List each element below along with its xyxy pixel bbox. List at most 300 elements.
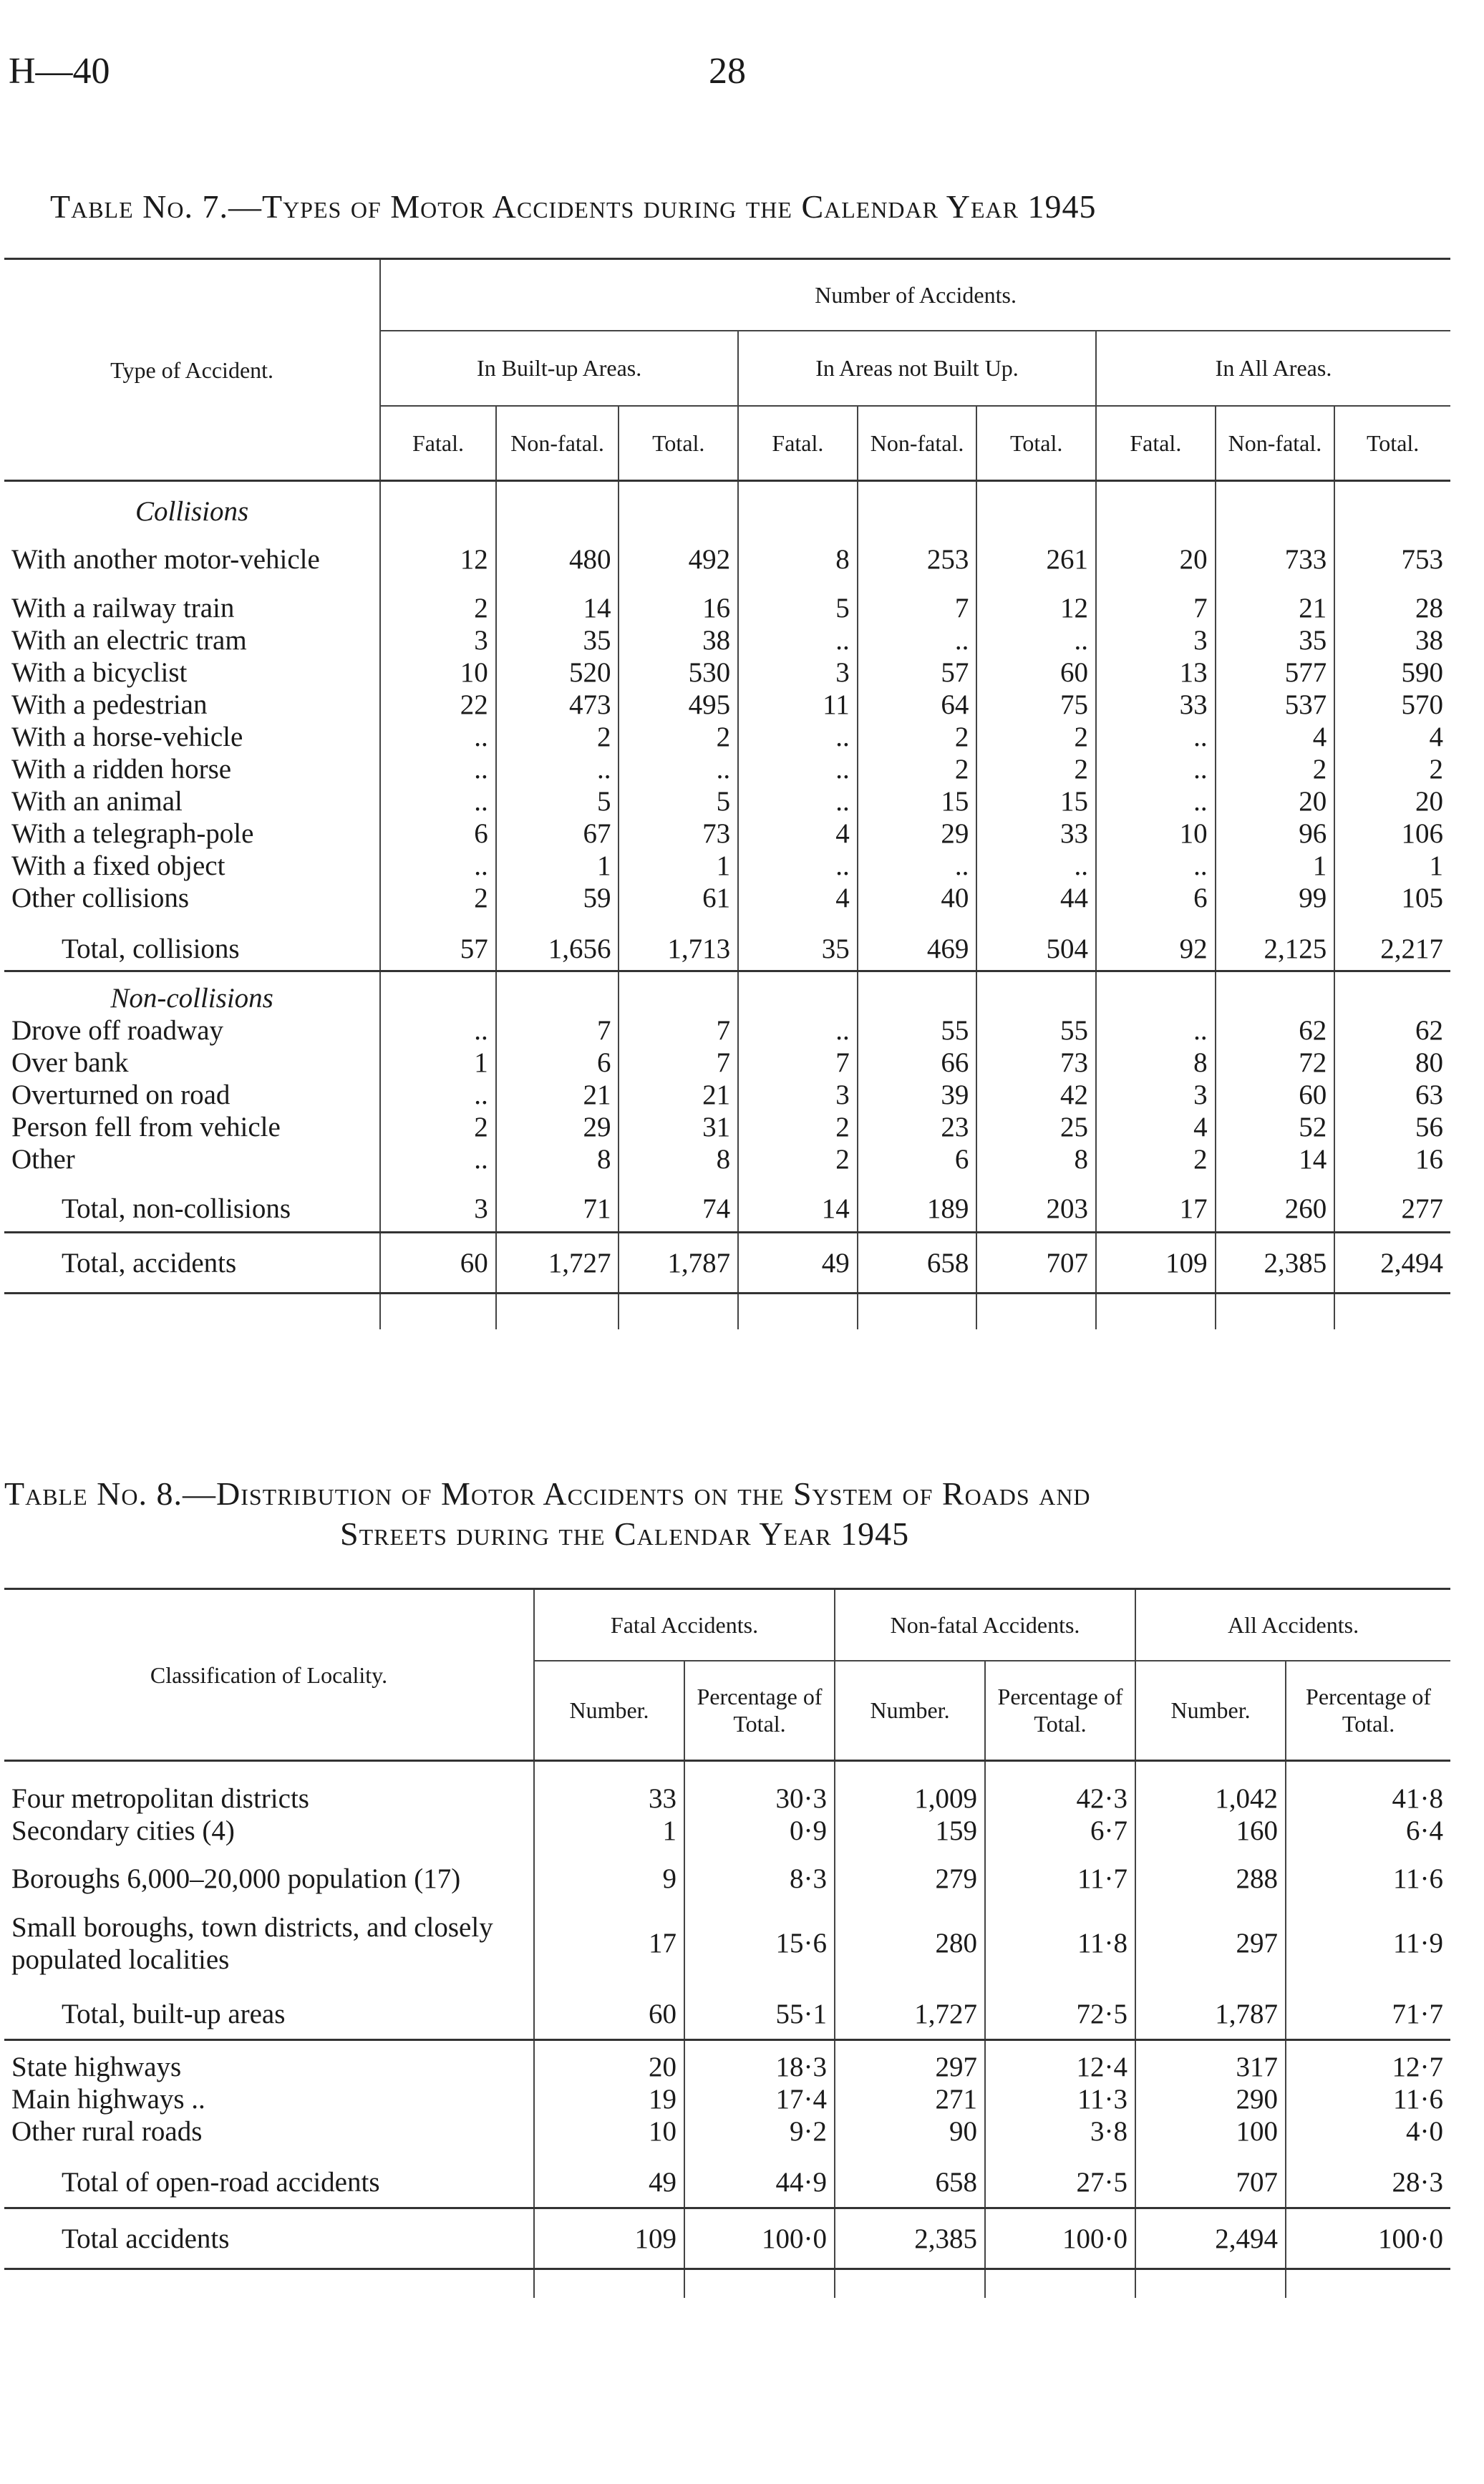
cell-value: 6 [380, 818, 496, 850]
cell-value: 261 [976, 528, 1096, 592]
row-label: With a fixed object [11, 850, 225, 881]
cell-value: 15 [976, 785, 1096, 818]
spacer-cell [684, 2269, 835, 2298]
cell-value: 2 [738, 1111, 858, 1143]
cell-value: 8 [1096, 1047, 1216, 1079]
section-row [4, 982, 1450, 1014]
cell-value: 2 [380, 882, 496, 914]
cell-value: 33 [976, 818, 1096, 850]
table-row [4, 1911, 1450, 1976]
cell-value: 14 [738, 1186, 858, 1233]
table8-title-line2: Streets during the Calendar Year 1945 [340, 1515, 910, 1552]
cell-value: 4 [1334, 721, 1450, 753]
cell-value: 10 [1096, 818, 1216, 850]
cell-value: .. [738, 721, 858, 753]
cell-value: 60 [534, 1990, 684, 2040]
cell-value: 109 [534, 2208, 684, 2269]
spacer-cell [1286, 1976, 1450, 1990]
spacer-cell [4, 971, 380, 982]
cell-value: 4 [1216, 721, 1335, 753]
table-row [4, 528, 1450, 592]
table-row [4, 1815, 1450, 1847]
section-heading: Non-collisions [110, 982, 273, 1014]
row-label: With a railway train [11, 592, 235, 624]
cell-value: 6 [1096, 882, 1216, 914]
spacer-row [4, 1175, 1450, 1186]
cell-value: .. [380, 850, 496, 882]
cell-value: 8·3 [684, 1847, 835, 1911]
spacer-cell [1286, 2269, 1450, 2298]
cell-value: .. [619, 753, 738, 785]
cell-value: 66 [858, 1047, 977, 1079]
cell-value: 1 [534, 1815, 684, 1847]
cell-value: 7 [738, 1047, 858, 1079]
cell-value: 277 [1334, 1186, 1450, 1233]
table-row [4, 753, 1450, 785]
row-label: Other rural roads [11, 2115, 203, 2147]
cell-value: 20 [1096, 528, 1216, 592]
cell-value: 6 [496, 1047, 619, 1079]
table8 [4, 1588, 1450, 2298]
t7-sub-total: Total. [976, 406, 1096, 481]
t8-sub-percentage: Percentage of Total. [684, 1661, 835, 1761]
cell-value: 658 [835, 2158, 985, 2208]
cell-value: 6·7 [985, 1815, 1135, 1847]
table-row [4, 1233, 1450, 1294]
cell-value: 577 [1216, 656, 1335, 689]
cell-value: 12 [976, 592, 1096, 624]
spacer-cell [1135, 1761, 1286, 1782]
spacer-cell [380, 495, 496, 528]
spacer-cell [1135, 2040, 1286, 2051]
cell-value: 20 [1334, 785, 1450, 818]
spacer-cell [858, 495, 977, 528]
table-row [4, 2115, 1450, 2148]
spacer-cell [1096, 1294, 1216, 1329]
t7-sub-fatal: Fatal. [380, 406, 496, 481]
cell-value: 100·0 [985, 2208, 1135, 2269]
spacer-cell [619, 1175, 738, 1186]
cell-value: 2 [738, 1143, 858, 1175]
cell-value: 35 [496, 624, 619, 656]
cell-value: 469 [858, 928, 977, 971]
spacer-cell [858, 982, 977, 1014]
spacer-cell [738, 982, 858, 1014]
cell-value: 55 [858, 1014, 977, 1047]
cell-value: 14 [1216, 1143, 1335, 1175]
cell-value: 570 [1334, 689, 1450, 721]
spacer-cell [1096, 982, 1216, 1014]
spacer-cell [858, 971, 977, 982]
cell-value: 57 [858, 656, 977, 689]
cell-value: 27·5 [985, 2158, 1135, 2208]
cell-value: .. [738, 753, 858, 785]
cell-value: 1 [1216, 850, 1335, 882]
cell-value: 537 [1216, 689, 1335, 721]
table-row [4, 882, 1450, 914]
spacer-cell [1334, 1294, 1450, 1329]
cell-value: 5 [619, 785, 738, 818]
cell-value: 4·0 [1286, 2115, 1450, 2148]
cell-value: 13 [1096, 656, 1216, 689]
cell-value: 73 [619, 818, 738, 850]
table-row [4, 624, 1450, 656]
cell-value: 2,494 [1334, 1233, 1450, 1294]
cell-value: .. [1096, 721, 1216, 753]
cell-value: 29 [858, 818, 977, 850]
cell-value: .. [738, 785, 858, 818]
spacer-cell [684, 1976, 835, 1990]
cell-value: 18·3 [684, 2051, 835, 2083]
cell-value: 57 [380, 928, 496, 971]
spacer-cell [534, 2040, 684, 2051]
spacer-cell [1334, 982, 1450, 1014]
t8-sub-number: Number. [534, 1661, 684, 1761]
table-row [4, 1014, 1450, 1047]
cell-value: 504 [976, 928, 1096, 971]
spacer-cell [976, 914, 1096, 928]
spacer-cell [496, 1294, 619, 1329]
cell-value: 16 [619, 592, 738, 624]
row-label: Total of open-road accidents [4, 2158, 534, 2208]
spacer-cell [1096, 914, 1216, 928]
cell-value: 2 [1216, 753, 1335, 785]
cell-value: 1,787 [619, 1233, 738, 1294]
spacer-cell [684, 1761, 835, 1782]
cell-value: 21 [496, 1079, 619, 1111]
cell-value: 3 [738, 1079, 858, 1111]
cell-value: 4 [738, 818, 858, 850]
table-row [4, 1990, 1450, 2040]
spacer-cell [496, 971, 619, 982]
cell-value: 3 [738, 656, 858, 689]
spacer-cell [738, 1294, 858, 1329]
cell-value: 5 [738, 592, 858, 624]
cell-value: 105 [1334, 882, 1450, 914]
t7-sub-total: Total. [1334, 406, 1450, 481]
spacer-cell [976, 495, 1096, 528]
spacer-cell [738, 914, 858, 928]
spacer-cell [1334, 495, 1450, 528]
cell-value: 2 [976, 721, 1096, 753]
cell-value: 92 [1096, 928, 1216, 971]
table-row [4, 1186, 1450, 1233]
cell-value: 55·1 [684, 1990, 835, 2040]
cell-value: 260 [1216, 1186, 1335, 1233]
cell-value: 8 [976, 1143, 1096, 1175]
spacer-cell [835, 2148, 985, 2158]
cell-value: 44·9 [684, 2158, 835, 2208]
cell-value: 20 [1216, 785, 1335, 818]
cell-value: 30·3 [684, 1782, 835, 1815]
cell-value: .. [380, 1143, 496, 1175]
spacer-cell [1216, 914, 1335, 928]
row-label: State highways [11, 2051, 182, 2082]
row-label: Overturned on road [11, 1079, 231, 1110]
cell-value: 2,385 [835, 2208, 985, 2269]
spacer-cell [1216, 971, 1335, 982]
spacer-cell [1216, 481, 1335, 495]
t8-sub-number: Number. [835, 1661, 985, 1761]
cell-value: 2 [858, 753, 977, 785]
cell-value: 1,713 [619, 928, 738, 971]
table-row [4, 721, 1450, 753]
spacer-cell [619, 1294, 738, 1329]
spacer-cell [496, 1175, 619, 1186]
table-row [4, 1111, 1450, 1143]
cell-value: 159 [835, 1815, 985, 1847]
cell-value: 253 [858, 528, 977, 592]
spacer-cell [4, 2040, 534, 2051]
t7-sub-fatal: Fatal. [738, 406, 858, 481]
t8-sub-percentage: Percentage of Total. [985, 1661, 1135, 1761]
cell-value: 90 [835, 2115, 985, 2148]
cell-value: 279 [835, 1847, 985, 1911]
table-row [4, 1782, 1450, 1815]
t7-type-header: Type of Accident. [110, 356, 274, 383]
cell-value: .. [976, 850, 1096, 882]
t7-sub-nonfatal: Non-fatal. [858, 406, 977, 481]
spacer-cell [4, 1175, 380, 1186]
cell-value: 60 [976, 656, 1096, 689]
cell-value: 6·4 [1286, 1815, 1450, 1847]
spacer-cell [380, 481, 496, 495]
row-label: With a horse-vehicle [11, 721, 243, 752]
spacer-row [4, 914, 1450, 928]
row-label: With a ridden horse [11, 753, 232, 785]
t8-sub-percentage: Percentage of Total. [1286, 1661, 1450, 1761]
cell-value: 42·3 [985, 1782, 1135, 1815]
spacer-cell [4, 1294, 380, 1329]
cell-value: .. [380, 785, 496, 818]
cell-value: 707 [976, 1233, 1096, 1294]
cell-value: 23 [858, 1111, 977, 1143]
page-code: H—40 [9, 51, 110, 92]
cell-value: 71 [496, 1186, 619, 1233]
t8-sub-number: Number. [1135, 1661, 1286, 1761]
t7-number-header: Number of Accidents. [380, 259, 1450, 331]
cell-value: 17·4 [684, 2083, 835, 2115]
table-row [4, 1079, 1450, 1111]
spacer-cell [496, 914, 619, 928]
table-row [4, 2083, 1450, 2115]
row-label: Other collisions [11, 882, 190, 913]
row-label: Total, accidents [62, 1247, 237, 1279]
cell-value: 2 [496, 721, 619, 753]
cell-value: 71·7 [1286, 1990, 1450, 2040]
cell-value: 75 [976, 689, 1096, 721]
spacer-cell [835, 2269, 985, 2298]
cell-value: 25 [976, 1111, 1096, 1143]
spacer-cell [1135, 2269, 1286, 2298]
table-bottom-rule [4, 2269, 1450, 2298]
spacer-cell [1135, 1976, 1286, 1990]
cell-value: 530 [619, 656, 738, 689]
t8-group-all: All Accidents. [1135, 1589, 1450, 1661]
cell-value: .. [858, 850, 977, 882]
cell-value: 17 [1096, 1186, 1216, 1233]
cell-value: 42 [976, 1079, 1096, 1111]
cell-value: 7 [858, 592, 977, 624]
row-label: Total, non-collisions [4, 1186, 380, 1233]
cell-value: 733 [1216, 528, 1335, 592]
cell-value: 2 [1096, 1143, 1216, 1175]
cell-value: 189 [858, 1186, 977, 1233]
table7 [4, 258, 1450, 1329]
cell-value: 1,727 [835, 1990, 985, 2040]
cell-value: .. [1096, 785, 1216, 818]
spacer-cell [380, 982, 496, 1014]
row-label: Secondary cities (4) [11, 1815, 235, 1846]
cell-value: 52 [1216, 1111, 1335, 1143]
cell-value: 49 [534, 2158, 684, 2208]
spacer-cell [1334, 1175, 1450, 1186]
spacer-cell [858, 914, 977, 928]
cell-value: .. [738, 624, 858, 656]
spacer-cell [1334, 914, 1450, 928]
spacer-cell [534, 1761, 684, 1782]
cell-value: 99 [1216, 882, 1335, 914]
spacer-row [4, 2148, 1450, 2158]
spacer-cell [534, 1976, 684, 1990]
spacer-cell [1096, 971, 1216, 982]
spacer-cell [684, 2040, 835, 2051]
cell-value: 480 [496, 528, 619, 592]
cell-value: .. [858, 624, 977, 656]
cell-value: 1 [496, 850, 619, 882]
cell-value: 8 [619, 1143, 738, 1175]
table-row [4, 2051, 1450, 2083]
spacer-cell [380, 1175, 496, 1186]
cell-value: 59 [496, 882, 619, 914]
row-label: Other [11, 1143, 75, 1175]
cell-value: 109 [1096, 1233, 1216, 1294]
spacer-cell [985, 2040, 1135, 2051]
spacer-row [4, 481, 1450, 495]
spacer-cell [380, 914, 496, 928]
cell-value: 11·9 [1286, 1911, 1450, 1976]
row-label: Boroughs 6,000–20,000 population (17) [11, 1863, 461, 1894]
cell-value: 2 [619, 721, 738, 753]
cell-value: 288 [1135, 1847, 1286, 1911]
cell-value: 3 [380, 1186, 496, 1233]
cell-value: 28·3 [1286, 2158, 1450, 2208]
t7-sub-fatal: Fatal. [1096, 406, 1216, 481]
spacer-cell [1096, 495, 1216, 528]
spacer-cell [738, 1175, 858, 1186]
spacer-cell [835, 1976, 985, 1990]
cell-value: 203 [976, 1186, 1096, 1233]
spacer-cell [738, 971, 858, 982]
cell-value: 15·6 [684, 1911, 835, 1976]
cell-value: 17 [534, 1911, 684, 1976]
spacer-row [4, 1761, 1450, 1782]
cell-value: 49 [738, 1233, 858, 1294]
row-label: Four metropolitan districts [11, 1782, 309, 1814]
cell-value: .. [380, 753, 496, 785]
cell-value: 12 [380, 528, 496, 592]
cell-value: 3·8 [985, 2115, 1135, 2148]
table-row [4, 1047, 1450, 1079]
spacer-cell [4, 481, 380, 495]
spacer-cell [976, 971, 1096, 982]
cell-value: 63 [1334, 1079, 1450, 1111]
row-label: Total, built-up areas [4, 1990, 534, 2040]
spacer-cell [738, 481, 858, 495]
cell-value: 38 [1334, 624, 1450, 656]
cell-value: 39 [858, 1079, 977, 1111]
cell-value: 1,042 [1135, 1782, 1286, 1815]
spacer-cell [985, 2148, 1135, 2158]
t8-group-fatal: Fatal Accidents. [534, 1589, 835, 1661]
cell-value: 72 [1216, 1047, 1335, 1079]
table-row [4, 818, 1450, 850]
cell-value: 495 [619, 689, 738, 721]
spacer-cell [985, 2269, 1135, 2298]
cell-value: .. [380, 1079, 496, 1111]
cell-value: 28 [1334, 592, 1450, 624]
row-label: Total, collisions [4, 928, 380, 971]
spacer-cell [496, 982, 619, 1014]
t7-sub-total: Total. [619, 406, 738, 481]
table-row [4, 1847, 1450, 1911]
cell-value: 106 [1334, 818, 1450, 850]
cell-value: 35 [1216, 624, 1335, 656]
cell-value: 1 [619, 850, 738, 882]
row-label: Drove off roadway [11, 1014, 224, 1046]
t8-class-header: Classification of Locality. [150, 1661, 388, 1688]
spacer-cell [496, 495, 619, 528]
cell-value: 11·3 [985, 2083, 1135, 2115]
cell-value: 1,787 [1135, 1990, 1286, 2040]
spacer-cell [4, 2148, 534, 2158]
cell-value: 60 [380, 1233, 496, 1294]
cell-value: 10 [380, 656, 496, 689]
cell-value: 62 [1216, 1014, 1335, 1047]
cell-value: 31 [619, 1111, 738, 1143]
spacer-cell [380, 971, 496, 982]
cell-value: 14 [496, 592, 619, 624]
spacer-cell [985, 1976, 1135, 1990]
spacer-cell [1216, 982, 1335, 1014]
spacer-cell [619, 495, 738, 528]
cell-value: 1,009 [835, 1782, 985, 1815]
spacer-cell [4, 2269, 534, 2298]
cell-value: 7 [619, 1014, 738, 1047]
spacer-cell [835, 1761, 985, 1782]
spacer-row [4, 2040, 1450, 2051]
t7-group-notbuilt: In Areas not Built Up. [738, 331, 1096, 406]
table-row [4, 592, 1450, 624]
spacer-cell [380, 1294, 496, 1329]
spacer-row [4, 1976, 1450, 1990]
spacer-cell [1216, 495, 1335, 528]
spacer-cell [835, 2040, 985, 2051]
table8-title-line1: Table No. 8.—Distribution of Motor Accidents on the System of Roads and [4, 1475, 1091, 1512]
cell-value: 12·7 [1286, 2051, 1450, 2083]
spacer-cell [738, 495, 858, 528]
cell-value: 6 [858, 1143, 977, 1175]
cell-value: 9·2 [684, 2115, 835, 2148]
cell-value: 100 [1135, 2115, 1286, 2148]
page-number: 28 [709, 51, 746, 92]
row-label: With a pedestrian [11, 689, 208, 720]
section-row [4, 495, 1450, 528]
cell-value: 21 [619, 1079, 738, 1111]
cell-value: 7 [496, 1014, 619, 1047]
cell-value: 38 [619, 624, 738, 656]
spacer-cell [976, 481, 1096, 495]
